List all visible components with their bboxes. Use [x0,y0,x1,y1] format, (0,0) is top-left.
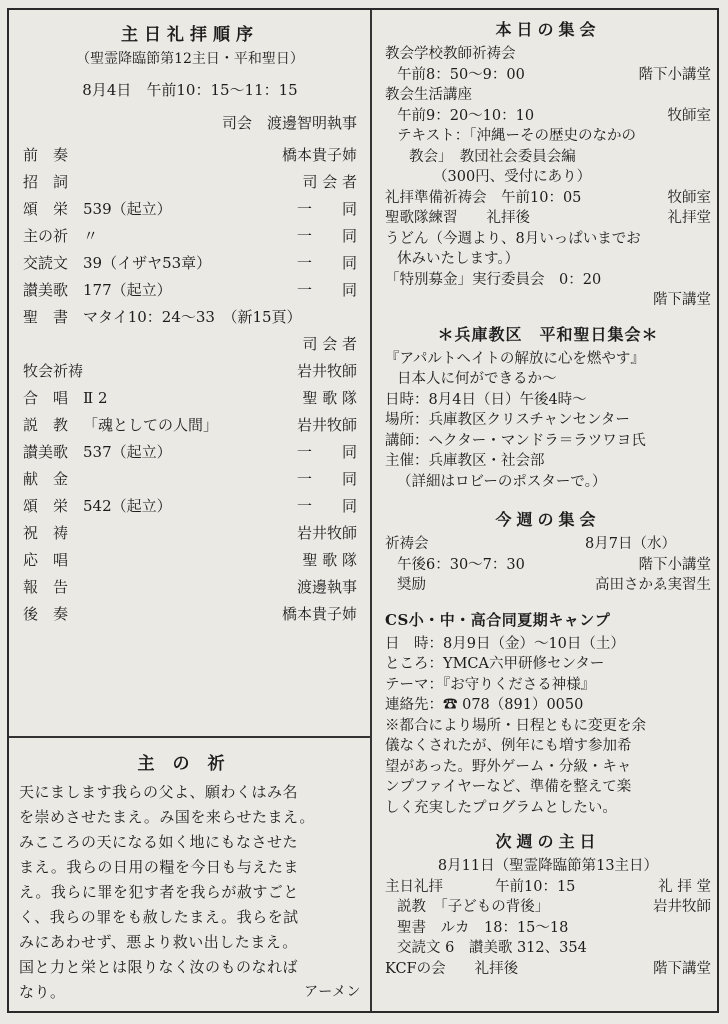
order-item-person: 一 同 [296,254,357,272]
order-item-detail: 537（起立） [83,443,172,461]
week-line [385,575,711,596]
order-item [23,385,357,412]
order-item-detail: 〃 [83,227,99,245]
today-line [385,290,711,311]
order-item-name: 説 教 [23,416,69,434]
order-item-name: 祝 祷 [23,524,69,542]
camp-line: 日 時：8月9日（金）～10日（土） [385,635,625,652]
week-line-place: 階下小講堂 [638,556,711,573]
order-item-detail: 39（イザヤ53章） [83,254,212,272]
order-item-person: 一 同 [296,470,357,488]
camp-line: しく充実したプログラムとしたい。 [385,799,617,816]
order-item [23,304,357,331]
order-item [23,493,357,520]
order-item-person: 司 会 者 [302,173,357,191]
prayer-line: 天にまします我らの父よ、願わくはみ名 [19,783,299,801]
next-line-text: 交読文 6 讃美歌 312、354 [397,940,587,956]
today-line-text: 午前8：50～9：00 [397,66,525,83]
camp-line: テーマ：『お守りくださる神様』 [385,676,596,693]
order-item-detail: マタイ10：24～33 （新15頁） [83,308,302,326]
today-line-place: 階下小講堂 [638,66,711,83]
order-item-name: 合 唱 [23,389,69,407]
order-item-detail: 「魂としての人間」 [83,416,219,434]
week-line-text: 奨励 [397,577,426,593]
week-title: 今週の集会 [495,510,601,529]
order-item [23,466,357,493]
order-item-name: 前 奏 [23,146,69,164]
order-item-person: 岩井牧師 [296,416,357,434]
next-line-place: 岩井牧師 [653,899,711,915]
hyogo-line: 日時：8月4日（日）午後4時～ [385,391,587,408]
today-line [385,188,711,209]
week-line-place: 高田さかゑ実習生 [595,577,711,593]
order-item-name: 報 告 [23,578,69,596]
today-line-text: 教会生活講座 [385,87,472,103]
week-line-text: 祈祷会 [385,536,429,552]
today-line [385,126,711,147]
order-item-person: 岩井牧師 [296,362,357,380]
hyogo-line: 主催：兵庫教区・社会部 [385,453,545,469]
camp-line: ンプファイヤーなど、準備を整えて楽 [385,779,632,795]
today-line-text: 聖歌隊練習 礼拝後 [385,210,530,226]
order-item-detail: 177（起立） [83,281,172,299]
today-line-place: 階下講堂 [653,292,711,308]
today-line-text: 休みいたします。） [397,251,520,267]
next-date: 8月11日（聖霊降臨節第13主日） [437,858,659,874]
order-item-person: 一 同 [296,497,357,515]
section-divider [9,736,370,738]
order-item-detail: Ⅱ 2 [83,389,108,407]
next-line [385,877,711,898]
prayer-line: なり。 アーメン [19,980,361,1005]
camp-line: 望があった。野外ゲーム・分級・キャ [385,758,632,775]
order-item [23,520,357,547]
order-item [23,412,357,439]
today-line-text: うどん（今週より、8月いっぱいまでお [385,230,641,247]
today-line [385,106,711,127]
order-item [23,331,357,358]
today-line [385,44,711,65]
order-item-name: 聖 書 [23,308,69,326]
order-presider: 司会 渡邊智明執事 [221,114,357,132]
order-item-name: 頌 栄 [23,497,69,515]
order-item-name: 後 奏 [23,605,69,623]
prayer-title: 主の祈 [137,754,243,774]
today-line [385,65,711,86]
next-line-time: 午前10：15 [495,878,576,895]
today-line-text: 午前9：20～10：10 [397,107,535,124]
order-item [23,358,357,385]
today-line-text: 教会」 教団社会委員会編 [409,148,576,165]
prayer-line: え。我らに罪を犯す者を我らが赦すごと [19,883,299,901]
order-item-person: 一 同 [296,200,357,218]
order-item [23,574,357,601]
week-line-date: 8月7日（水） [585,536,676,552]
order-item-person: 聖 歌 隊 [302,389,357,407]
order-item-name: 讃美歌 [23,443,69,461]
today-line-text: （300円、受付にあり） [433,169,592,185]
order-item-name: 招 詞 [23,173,69,191]
today-meetings [385,44,711,311]
order-item-name: 献 金 [23,470,69,488]
order-item [23,196,357,223]
order-datetime: 8月4日 午前10：15～11：15 [82,81,298,99]
order-item-name: 讃美歌 [23,281,69,299]
order-item-detail: 542（起立） [83,497,172,515]
today-line-text: 「特別募金」実行委員会 0：20 [385,271,602,288]
week-line [385,534,711,555]
next-line-text: 主日礼拝 [385,878,443,895]
today-line [385,85,711,106]
hyogo-line: （詳細はロビーのポスターで。） [397,473,607,490]
today-title: 本日の集会 [495,20,601,39]
order-item-person: 橋本貴子姉 [281,146,357,164]
hyogo-line: 講師：ヘクター・マンドラ＝ラツワヨ氏 [385,432,646,449]
prayer-text [19,780,361,1005]
order-item [23,439,357,466]
today-line [385,147,711,168]
hyogo-line: 『アパルトヘイトの解放に心を燃やす』 [385,350,645,367]
order-item-name: 交読文 [23,254,69,272]
hyogo-line: 場所：兵庫教区クリスチャンセンター [385,412,630,428]
week-meetings [385,534,711,596]
week-line [385,555,711,576]
hyogo-meeting [385,349,711,493]
today-line-text: テキスト：「沖縄ーその歴史のなかの [397,128,636,144]
order-item-person: 聖 歌 隊 [302,551,357,569]
order-item-person: 一 同 [296,281,357,299]
camp-line: 儀なくされたが、例年にも増す参加希 [385,738,632,754]
next-line-text: 説教 「子どもの背後」 [397,899,550,915]
announcements [385,10,711,979]
hyogo-title: ＊兵庫教区 平和聖日集会＊ [437,324,659,344]
prayer-line: みこころの天になる如く地にもなさせた [19,833,299,851]
order-item-person: 一 同 [296,443,357,461]
order-item [23,601,357,628]
camp-line: 連絡先：☎ 078（891）0050 [385,697,584,713]
today-line-text: 礼拝準備祈祷会 午前10：05 [385,189,582,206]
today-line-text: 教会学校教師祈祷会 [385,46,516,62]
today-line [385,249,711,270]
prayer-line: を崇めさせたまえ。み国を来らせたまえ。 [19,808,315,826]
prayer-line: く、我らの罪をも赦したまえ。我らを試 [19,908,299,926]
order-item [23,277,357,304]
next-line-text: 聖書 ルカ 18：15～18 [397,919,569,936]
today-line [385,167,711,188]
today-line [385,229,711,250]
order-item-name: 主の祈 [23,227,69,245]
order-item-person: 渡邊執事 [296,578,357,596]
order-item-detail: 539（起立） [83,200,172,218]
next-line [385,918,711,939]
column-divider [370,10,372,1011]
camp-title: CS小・中・高合同夏期キャンプ [385,610,611,629]
next-sunday [385,877,711,980]
order-item-person: 橋本貴子姉 [281,605,357,623]
order-item [23,142,357,169]
order-subtitle: （聖霊降臨節第12主日・平和聖日） [76,51,304,67]
prayer-line: まえ。我らの日用の糧を今日も与えたま [19,858,299,876]
camp-details [385,634,711,819]
order-item-name: 牧会祈祷 [23,362,84,380]
today-line [385,270,711,291]
next-title: 次週の主日 [495,832,601,851]
camp-line: ※都合により場所・日程ともに変更を余 [385,717,646,734]
prayer-line: みにあわせず、悪より救い出したまえ。 [19,933,298,951]
next-line [385,959,711,980]
order-item [23,547,357,574]
today-line-place: 牧師室 [667,189,711,206]
order-items [23,142,357,628]
order-item-person: 一 同 [296,227,357,245]
order-item-person: 岩井牧師 [296,524,357,542]
next-line-text: KCFの会 礼拝後 [385,960,519,977]
order-item [23,250,357,277]
prayer-line: 国と力と栄とは限りなく汝のものなれば [19,958,299,976]
order-title: 主日礼拝順序 [121,25,259,45]
order-item [23,223,357,250]
order-item-name: 頌 栄 [23,200,69,218]
next-line-place: 礼 拝 堂 [658,878,711,895]
camp-line: ところ：YMCA六甲研修センター [385,656,605,672]
next-line-place: 階下講堂 [653,960,711,977]
today-line-place: 礼拝堂 [667,210,711,226]
today-line-place: 牧師室 [667,107,711,124]
hyogo-line: 日本人に何ができるか～ [397,371,557,387]
next-line [385,938,711,959]
order-item-name: 応 唱 [23,551,69,569]
order-item-person: 司 会 者 [302,335,357,353]
today-line [385,208,711,229]
lords-prayer [19,748,361,1005]
week-line-text: 午後6：30～7：30 [397,556,525,573]
order-item [23,169,357,196]
prayer-amen: アーメン [304,984,361,1000]
order-of-worship [23,10,357,628]
next-line [385,897,711,918]
bulletin-page [7,8,719,1013]
